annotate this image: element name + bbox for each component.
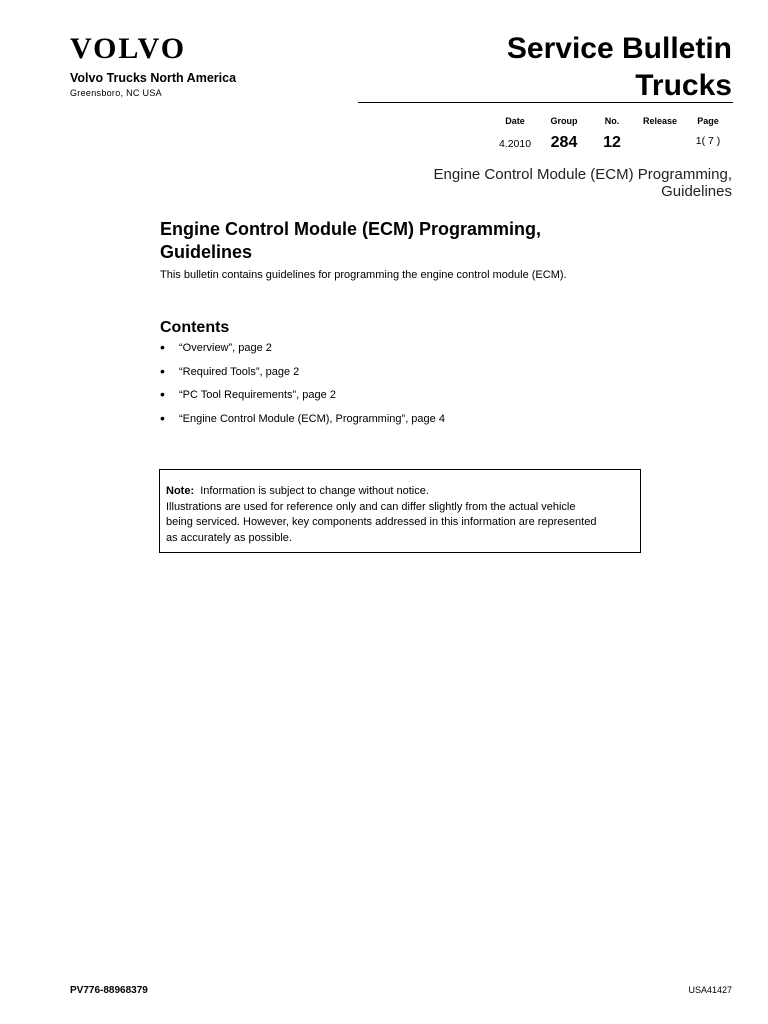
company-location: Greensboro, NC USA bbox=[70, 88, 162, 98]
toc-item-pc-tool-requirements[interactable] bbox=[160, 386, 445, 413]
subject-line1: Engine Control Module (ECM) Programming, bbox=[433, 166, 732, 183]
meta-group-label: Group bbox=[550, 116, 578, 126]
bulletin-subject bbox=[434, 166, 732, 200]
meta-no-label: No. bbox=[604, 116, 620, 126]
document-title bbox=[160, 218, 640, 264]
footer-reference-code: USA41427 bbox=[688, 985, 732, 995]
footer-document-id: PV776-88968379 bbox=[70, 985, 148, 996]
meta-page-value: 1( 7 ) bbox=[695, 135, 721, 147]
subject-line2: Guidelines bbox=[661, 183, 732, 200]
toc-item-label: “Required Tools”, page 2 bbox=[179, 365, 300, 378]
note-line1 bbox=[166, 484, 640, 500]
note-line4: as accurately as possible. bbox=[166, 531, 292, 544]
contents-list bbox=[160, 339, 445, 436]
toc-item-ecm-programming[interactable] bbox=[160, 409, 445, 437]
intro-text: This bulletin contains guidelines for programming the engine control module (ECM). bbox=[160, 269, 567, 281]
bullet-icon: • bbox=[160, 386, 165, 402]
company-name: Volvo Trucks North America bbox=[70, 71, 237, 85]
note-box bbox=[159, 469, 641, 553]
meta-group-value: 284 bbox=[550, 134, 578, 151]
bullet-icon: • bbox=[160, 409, 165, 426]
header-rule bbox=[358, 102, 733, 103]
contents-heading: Contents bbox=[160, 319, 230, 336]
toc-item-label: “PC Tool Requirements”, page 2 bbox=[179, 389, 336, 401]
bulletin-title-line1: Service Bulletin bbox=[506, 32, 732, 65]
note-line3: being serviced. However, key components addressed in this information are represented bbox=[166, 516, 597, 528]
meta-release-label: Release bbox=[642, 116, 678, 126]
meta-no-value: 12 bbox=[603, 134, 621, 151]
meta-date-label: Date bbox=[505, 116, 525, 126]
document-title-line2: Guidelines bbox=[160, 242, 253, 262]
meta-page-label: Page bbox=[697, 116, 719, 126]
toc-item-label: “Engine Control Module (ECM), Programming”, page 4 bbox=[179, 412, 445, 425]
bullet-icon: • bbox=[160, 339, 165, 355]
toc-item-label: “Overview”, page 2 bbox=[179, 342, 272, 354]
volvo-logo: VOLVO bbox=[70, 32, 187, 65]
toc-item-required-tools[interactable] bbox=[160, 362, 445, 390]
document-title-line1: Engine Control Module (ECM) Programming, bbox=[160, 219, 541, 239]
note-line2: Illustrations are used for reference only and can differ slightly from the actual vehicle bbox=[166, 500, 576, 513]
bulletin-title bbox=[507, 30, 732, 104]
note-label: Note: bbox=[166, 485, 195, 497]
toc-item-overview[interactable] bbox=[160, 339, 445, 366]
note-text-1: Information is subject to change without notice. bbox=[200, 485, 429, 497]
bulletin-title-line2: Trucks bbox=[635, 69, 732, 102]
meta-date-value: 4.2010 bbox=[498, 138, 532, 150]
bullet-icon: • bbox=[160, 362, 165, 379]
